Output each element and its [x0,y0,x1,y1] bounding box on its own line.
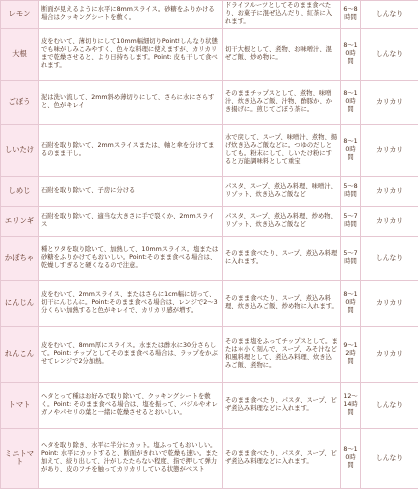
usage-cell: 切干大根として、煮物、お味噌汁、混ぜご飯、炒め物に。 [223,28,341,80]
texture-cell: しんなり [361,236,418,280]
prep-method-cell: 石附を取り除いて、子房に分ける [39,176,223,206]
vegetable-name-cell: れんこん [1,326,39,382]
usage-cell: そのまま塩をふってチップスとして。または＊小く刻んで、スープ、みそ汁など和風料理として、煮込み料理、炊き込みご飯、煮物に。 [223,326,341,382]
vegetable-name-cell: しいたけ [1,124,39,176]
prep-method-cell: 石附を取り除いて、2mmスライスまたは、軸と傘を分けてまるのまま干し。 [39,124,223,176]
table-row [1,80,418,124]
vegetable-name-cell: エリンギ [1,206,39,236]
vegetable-name-cell: レモン [1,1,39,29]
prep-method-cell: ヘタとって種はお好みで取り除いて、クッキングシートを敷く。Point: そのまま食べる場合は、塩を振って、バジルやオレガノやパセリの葉と一緒に乾燥させるとおいしい。 [39,382,223,428]
drying-time-cell: 5〜7時間 [341,236,361,280]
table-row [1,382,418,428]
table-row [1,236,418,280]
table-row [1,326,418,382]
prep-method-cell: 皮をむいて、2mmスライス、またはさらに1cm幅に切って、切干にんじんに。Point:そのまま食べる場合は、レンジで2〜3分くらい加熱すると色がキレイで、カリカリ感が増す。 [39,280,223,326]
usage-cell: ドライフルーツとしてそのまま食べたり、お菓子に混ぜ込んだり、紅茶に入れます。 [223,1,341,29]
texture-cell: カリカリ [361,80,418,124]
prep-method-cell: 皮をむいて、薄切りにして10mm幅細切りPoint!しんなり状態でも味がしみこみやすく、色々な料理に使えますが、カリカリまで乾燥させると、より日持ちします。Point: 皮も干して食べれます。 [39,28,223,80]
prep-method-cell: 皮をむいて、8mm厚にスライス。水または酢水に30分さらして。Point: チップとしてそのまま食べる場合は、ラップをかぶせてレンジで2分加熱。 [39,326,223,382]
drying-time-cell: 8〜10時間 [341,28,361,80]
texture-cell: カリカリ [361,176,418,206]
usage-cell: そのまま食べたり、パスタ、スープ、ピザ煮込み料理などに入れます。 [223,382,341,428]
texture-cell: カリカリ [361,124,418,176]
vegetable-name-cell: ごぼう [1,80,39,124]
texture-cell: しんなり [361,28,418,80]
drying-time-cell: 8〜10時間 [341,280,361,326]
usage-cell: 水で戻して、スープ、味噌汁、煮物、揚げ炊き込みご飯などに。つゆのだしとしても。粉末にして、しいたけ粉にすると万能調味料として重宝 [223,124,341,176]
usage-cell: パスタ、スープ、煮込み料理、炒め物、リゾット、炊き込みご飯など [223,206,341,236]
usage-cell: そのまま食べたり、スープ、煮込み料理、炊き込みご飯、炒め物に入れます。 [223,280,341,326]
texture-cell: カリカリ [361,326,418,382]
vegetable-name-cell: かぼちゃ [1,236,39,280]
drying-time-cell: 5〜7時間 [341,206,361,236]
vegetable-name-cell: しめじ [1,176,39,206]
table-row [1,28,418,80]
vegetable-name-cell: ミニトマト [1,428,39,488]
vegetable-name-cell: 大根 [1,28,39,80]
drying-time-cell: 12〜14時間 [341,382,361,428]
drying-time-cell: 5〜8時間 [341,176,361,206]
drying-time-cell: 9〜12時間 [341,326,361,382]
table-row [1,1,418,29]
drying-time-cell: 8〜10時間 [341,80,361,124]
drying-time-cell: 8〜10時間 [341,428,361,488]
texture-cell: カリカリ [361,280,418,326]
usage-cell: そのまま食べたり、スープ、煮込み料理に入れます。 [223,236,341,280]
texture-cell: カリカリ [361,206,418,236]
table-row [1,206,418,236]
prep-method-cell: 石附を取り除いて、適当な大きさに手で裂くか、2mmスライス [39,206,223,236]
drying-time-cell: 6〜8時間 [341,1,361,29]
vegetable-name-cell: トマト [1,382,39,428]
texture-cell: しんなり [361,428,418,488]
table-row [1,176,418,206]
vegetable-name-cell: にんじん [1,280,39,326]
prep-method-cell: 種とワタを取り除いて、加熱して、10mmスライス。塩または砂糖をふりかけてもおいしい。Point:そのまま食べる場合は、乾燥しすぎると硬くなるので注意。 [39,236,223,280]
table-row [1,124,418,176]
texture-cell: しんなり [361,1,418,29]
usage-cell: そのまま食べたり、パスタ、スープ、ピザ煮込み料理などに入れます。 [223,428,341,488]
usage-cell: パスタ、スープ、煮込み料理、味噌汁、リゾット、炊き込みご飯など [223,176,341,206]
prep-method-cell: ヘタを取り除き、水平に半分にカット。塩ふってもおいしい。Point: 水平にカットすると、断面がきれいで乾燥も速い。また加えて、絞り出して、汁がしたたらない程度、指で押して弾力があり、皮のフチを触ってカリカリしている状態がベスト [39,428,223,488]
table-row [1,280,418,326]
texture-cell: しんなり [361,382,418,428]
prep-method-cell: 断面が見えるように水平に8mmスライス。砂糖をふりかける場合はクッキングシートを敷く。 [39,1,223,29]
usage-cell: そのままチップスとして、煮物、味噌汁、炊き込みご飯、汁物、酢豚か、かき揚げに。煎じてごぼう茶に。 [223,80,341,124]
drying-time-cell: 8〜10時間 [341,124,361,176]
table-row [1,428,418,488]
prep-method-cell: 泥は洗い流して、2mm斜め薄切りにして、さらに水にさらすと、色がキレイ [39,80,223,124]
